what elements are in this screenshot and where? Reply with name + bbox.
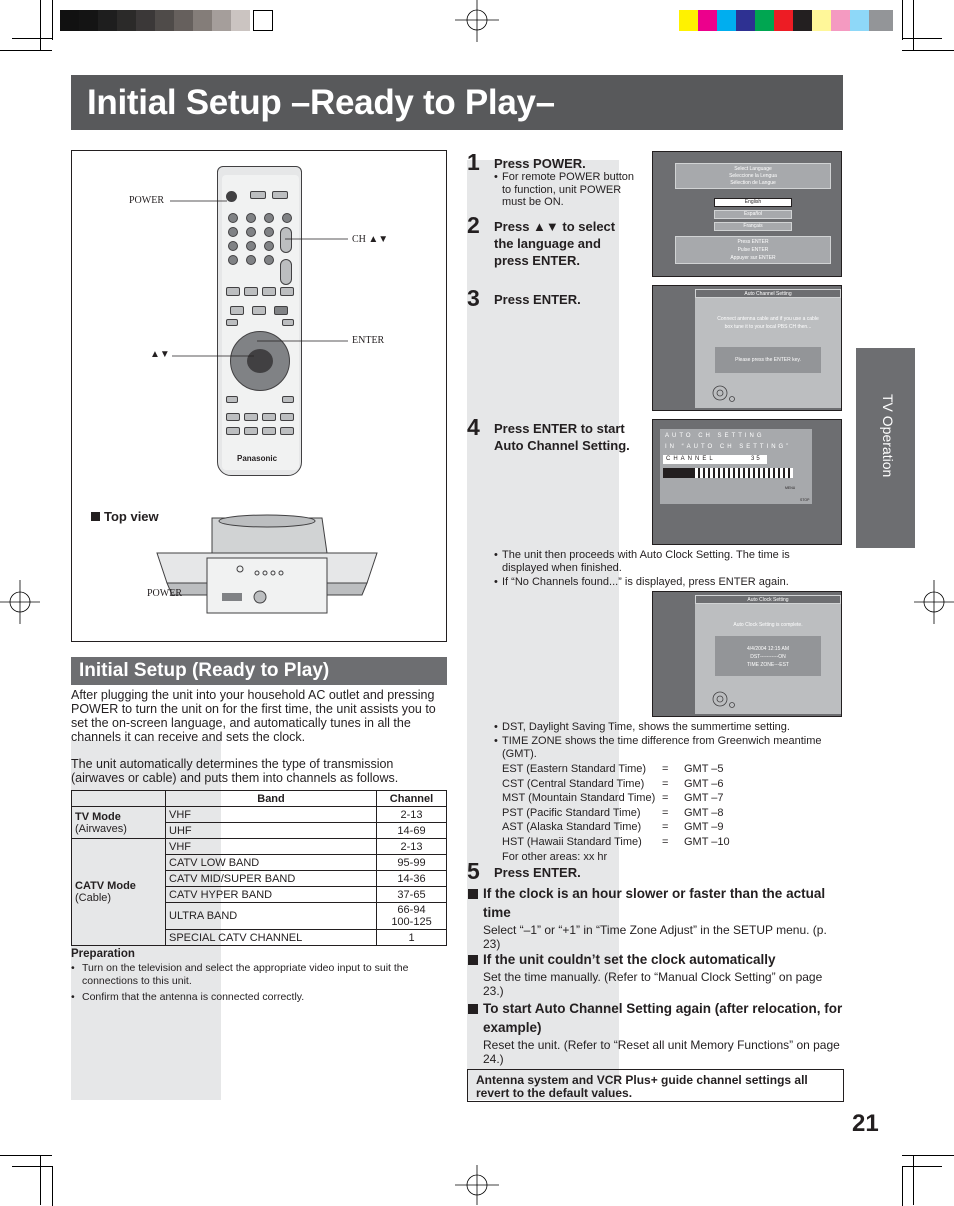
- band-cell: CATV HYPER BAND: [166, 887, 377, 903]
- info-block-1: [467, 884, 844, 951]
- step-4-number: 4: [467, 414, 480, 440]
- language-option-francais[interactable]: Français: [714, 222, 792, 231]
- section-heading-bar: [71, 657, 447, 685]
- tv-mode-cell: TV Mode (Airwaves): [72, 807, 166, 839]
- step-1-number: 1: [467, 149, 480, 175]
- acs-title-bar: Auto Channel Setting: [695, 289, 841, 298]
- band-column-header: Band: [166, 791, 377, 807]
- language-option-espanol[interactable]: Español: [714, 210, 792, 219]
- channel-column-header: Channel: [377, 791, 447, 807]
- language-screen: [652, 151, 842, 277]
- channel-cell: 2-13: [377, 807, 447, 823]
- dpad-icon: [711, 383, 737, 405]
- timezone-table: [502, 762, 730, 864]
- bullet-icon: •: [494, 549, 498, 561]
- page-number: 21: [852, 1110, 879, 1137]
- dpad-icon: [711, 689, 737, 711]
- bullet-icon: •: [494, 171, 498, 183]
- step-2-number: 2: [467, 212, 480, 238]
- timezone-row: PST (Pacific Standard Time) = GMT –8: [502, 806, 724, 819]
- band-cell: UHF: [166, 823, 377, 839]
- channel-cell: 14-69: [377, 823, 447, 839]
- remote-brand: Panasonic: [237, 454, 278, 463]
- clock-panel: [695, 595, 841, 714]
- step-5-number: 5: [467, 858, 480, 884]
- timezone-row: EST (Eastern Standard Time) = GMT –5: [502, 763, 724, 775]
- step-4-text: Press ENTER to start Auto Channel Setting.: [494, 421, 630, 453]
- step-2-text: Press ▲▼ to select the language and press ENTER.: [494, 219, 616, 268]
- registration-mark-top: [455, 0, 499, 44]
- acs-panel: [695, 289, 841, 408]
- channel-cell: 66-94 100-125: [377, 903, 447, 930]
- note-box: Antenna system and VCR Plus+ guide channel settings all revert to the default values.: [467, 1069, 844, 1102]
- progress-stop-label: STOP: [800, 498, 810, 502]
- auto-channel-screen: [652, 285, 842, 411]
- registration-mark-left: [0, 580, 40, 624]
- language-option-english[interactable]: English: [714, 198, 792, 207]
- info-block-3: [467, 999, 844, 1066]
- auto-clock-screen: [652, 591, 842, 717]
- step-5-text: Press ENTER.: [494, 865, 581, 880]
- language-header-box: Select Language Seleccione la Lengua Sélection de Langue: [675, 163, 831, 189]
- updown-label: ▲▼: [150, 349, 170, 360]
- channel-cell: 2-13: [377, 839, 447, 855]
- section-heading: Initial Setup (Ready to Play): [79, 660, 330, 681]
- square-bullet-icon: [468, 1004, 478, 1014]
- side-tab-label: TV Operation: [880, 394, 896, 478]
- bullet-icon: •: [71, 962, 75, 974]
- remote-illustration: [71, 150, 447, 642]
- band-cell: VHF: [166, 839, 377, 855]
- bullet-icon: •: [71, 991, 75, 1003]
- bullet-icon: •: [494, 576, 498, 588]
- step-1-note: • For remote POWER button to function, unit POWER must be ON.: [494, 171, 635, 208]
- intro-paragraph: After plugging the unit into your household AC outlet and pressing POWER to turn the unit on for the first time, the unit assists you to set the on-screen language, and automatically tunes in all the channels it can receive and sets the clock.: [71, 688, 436, 744]
- timezone-other: For other areas: xx hr: [502, 850, 608, 863]
- step-3-text: Press ENTER.: [494, 292, 581, 307]
- timezone-bullet: • TIME ZONE shows the time difference from Greenwich meantime (GMT).: [494, 735, 822, 760]
- channel-cell: 95-99: [377, 855, 447, 871]
- title-bar: [71, 75, 843, 130]
- progress-line-1: AUTO CH SETTING: [665, 433, 765, 439]
- step-1-text: Press POWER.: [494, 156, 586, 171]
- timezone-row: AST (Alaska Standard Time) = GMT –9: [502, 821, 724, 834]
- dst-bullet: • DST, Daylight Saving Time, shows the summertime setting.: [494, 721, 790, 733]
- catv-mode-cell: CATV Mode (Cable): [72, 839, 166, 946]
- acs-press-box: Please press the ENTER key.: [715, 347, 821, 373]
- table-row: [72, 807, 447, 823]
- info-heading-2: If the unit couldn’t set the clock automatically: [467, 950, 844, 969]
- channel-cell: 1: [377, 930, 447, 946]
- page-title: Initial Setup –Ready to Play–: [87, 83, 555, 122]
- band-cell: SPECIAL CATV CHANNEL: [166, 930, 377, 946]
- info-text-1: Select “–1” or “+1” in “Time Zone Adjust” in the SETUP menu. (p. 23): [483, 923, 827, 951]
- info-text-3: Reset the unit. (Refer to “Reset all unit Memory Functions” on page 24.): [483, 1038, 840, 1066]
- power-label: POWER: [129, 195, 164, 206]
- enter-label: ENTER: [352, 335, 385, 346]
- progress-menu-label: MENU: [785, 486, 796, 490]
- unit-top-view: [152, 513, 382, 623]
- progress-fill: [663, 468, 693, 478]
- preparation-bullet-2: • Confirm that the antenna is connected correctly.: [71, 991, 305, 1003]
- progress-line-2: IN “AUTO CH SETTING”: [665, 444, 792, 450]
- progress-channel-box: CHANNEL 35: [663, 455, 767, 464]
- acs-body: Connect antenna cable and if you use a cable box tune it to your local PBS CH then...: [717, 316, 819, 330]
- clock-info-box: 4/4/2004 12:15 AM DST-----------ON TIME ZONE---EST: [715, 636, 821, 676]
- info-heading-1: If the clock is an hour slower or faster than the actual time: [467, 884, 844, 922]
- step-4-bullet-2: • If “No Channels found...” is displayed, press ENTER again.: [494, 576, 789, 588]
- table-corner: [72, 791, 166, 807]
- info-heading-3: To start Auto Channel Setting again (after relocation, for example): [467, 999, 844, 1037]
- progress-panel: [660, 429, 812, 504]
- table-row: [72, 839, 447, 855]
- transmission-paragraph: The unit automatically determines the type of transmission (airwaves or cable) and puts them into channels as follows.: [71, 757, 399, 785]
- square-bullet-icon: [468, 955, 478, 965]
- top-power-label: POWER: [147, 588, 182, 599]
- square-bullet-icon: [91, 512, 100, 521]
- info-text-2: Set the time manually. (Refer to “Manual Clock Setting” on page 23.): [483, 970, 823, 998]
- preparation-heading: Preparation: [71, 948, 135, 960]
- ch-label: CH ▲▼: [352, 234, 389, 245]
- channel-cell: 14-36: [377, 871, 447, 887]
- step-3-number: 3: [467, 285, 480, 311]
- info-block-2: [467, 950, 844, 998]
- band-cell: CATV LOW BAND: [166, 855, 377, 871]
- registration-mark-right: [914, 580, 954, 624]
- timezone-row: HST (Hawaii Standard Time) = GMT –10: [502, 835, 730, 848]
- band-cell: CATV MID/SUPER BAND: [166, 871, 377, 887]
- square-bullet-icon: [468, 889, 478, 899]
- preparation-bullet-1: • Turn on the television and select the appropriate video input to suit the connections to this unit.: [71, 962, 409, 987]
- timezone-row: MST (Mountain Standard Time) = GMT –7: [502, 792, 724, 805]
- band-cell: ULTRA BAND: [166, 903, 377, 930]
- channel-cell: 37-65: [377, 887, 447, 903]
- band-table: [71, 790, 447, 946]
- timezone-row: CST (Central Standard Time) = GMT –6: [502, 777, 724, 790]
- clock-title-bar: Auto Clock Setting: [695, 595, 841, 604]
- side-tab: [856, 348, 915, 548]
- auto-ch-progress-screen: [652, 419, 842, 545]
- top-view-heading: Top view: [91, 509, 159, 524]
- bullet-icon: •: [494, 721, 498, 733]
- band-cell: VHF: [166, 807, 377, 823]
- bullet-icon: •: [494, 735, 498, 747]
- step-4-bullet-1: • The unit then proceeds with Auto Clock Setting. The time is displayed when finished.: [494, 549, 790, 574]
- language-footer-box: Press ENTER Pulse ENTER Appuyer sur ENTER: [675, 236, 831, 264]
- registration-mark-bottom: [455, 1165, 499, 1205]
- clock-body: Auto Clock Setting is complete.: [733, 622, 803, 628]
